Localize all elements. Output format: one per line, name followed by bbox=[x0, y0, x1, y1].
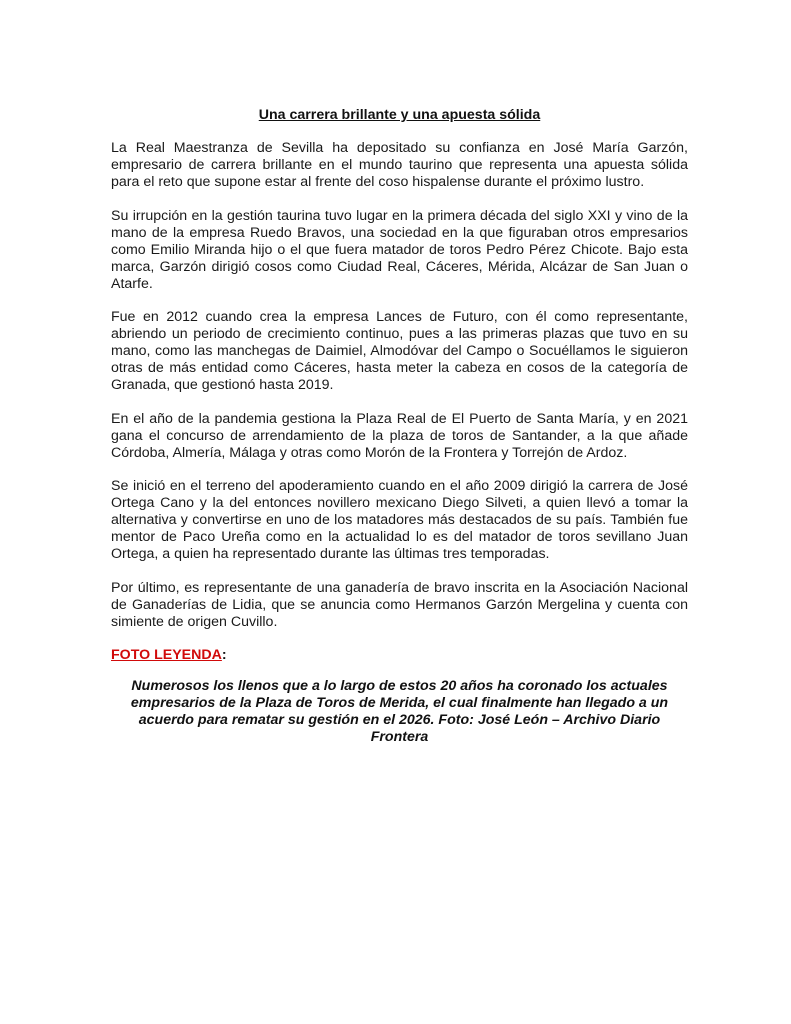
photo-caption-label-colon: : bbox=[221, 647, 227, 663]
photo-caption-label-text: FOTO LEYENDA bbox=[111, 647, 222, 663]
paragraph-pandemia: En el año de la pandemia gestiona la Plaza Real de El Puerto de Santa María, y en 2021 gana el concurso de arrendamiento de la plaza de toros de Santander, a la que añade Córdoba, Almería, Málaga y otras como Morón de la Frontera y Torrejón de Ardoz. bbox=[111, 410, 688, 461]
photo-caption-label bbox=[111, 647, 688, 664]
paragraph-maestranza: La Real Maestranza de Sevilla ha depositado su confianza en José María Garzón, empresario de carrera brillante en el mundo taurino que representa una apuesta sólida para el reto que supone estar al frente del coso hispalense durante el próximo lustro. bbox=[111, 140, 688, 190]
paragraph-lances-de-futuro: Fue en 2012 cuando crea la empresa Lances de Futuro, con él como representante, abriendo un periodo de crecimiento continuo, pues a las primeras plazas que tuvo en su mano, como las manchegas de Daimiel, Almodóvar del Campo o Socuéllamos le siguieron otras de más entidad como Cáceres, hasta meter la cabeza en cosos de la categoría de Granada, que gestionó hasta 2019. bbox=[111, 309, 688, 393]
paragraph-apoderamiento: Se inició en el terreno del apoderamiento cuando en el año 2009 dirigió la carrera de José Ortega Cano y la del entonces novillero mexicano Diego Silveti, a quien llevó a tomar la alternativa y convertirse en uno de los matadores más destacados de su país. También fue mentor de Paco Ureña como en la actualidad lo es del matador de toros sevillano Juan Ortega, a quien ha representado durante las últimas tres temporadas. bbox=[111, 478, 688, 562]
document-page bbox=[111, 107, 688, 746]
paragraph-ganaderia: Por último, es representante de una ganadería de bravo inscrita en la Asociación Nacional de Ganaderías de Lidia, que se anuncia como Hermanos Garzón Mergelina y cuenta con simiente de origen Cuvillo. bbox=[111, 579, 688, 630]
document-title: Una carrera brillante y una apuesta sólida bbox=[258, 107, 541, 123]
paragraph-irrupcion: Su irrupción en la gestión taurina tuvo lugar en la primera década del siglo XXI y vino de la mano de la empresa Ruedo Bravos, una sociedad en la que figuraban otros empresarios como Emilio Miranda hijo o el que fuera matador de toros Pedro Pérez Chicote. Bajo esta marca, Garzón dirigió cosos como Ciudad Real, Cáceres, Mérida, Alcázar de San Juan o Atarfe. bbox=[111, 207, 688, 292]
photo-caption: Numerosos los llenos que a lo largo de estos 20 años ha coronado los actuales empresarios de la Plaza de Toros de Merida, el cual finalmente han llegado a un acuerdo para rematar su gestión en el 2026. Foto: José León – Archivo Diario Frontera bbox=[130, 678, 669, 745]
